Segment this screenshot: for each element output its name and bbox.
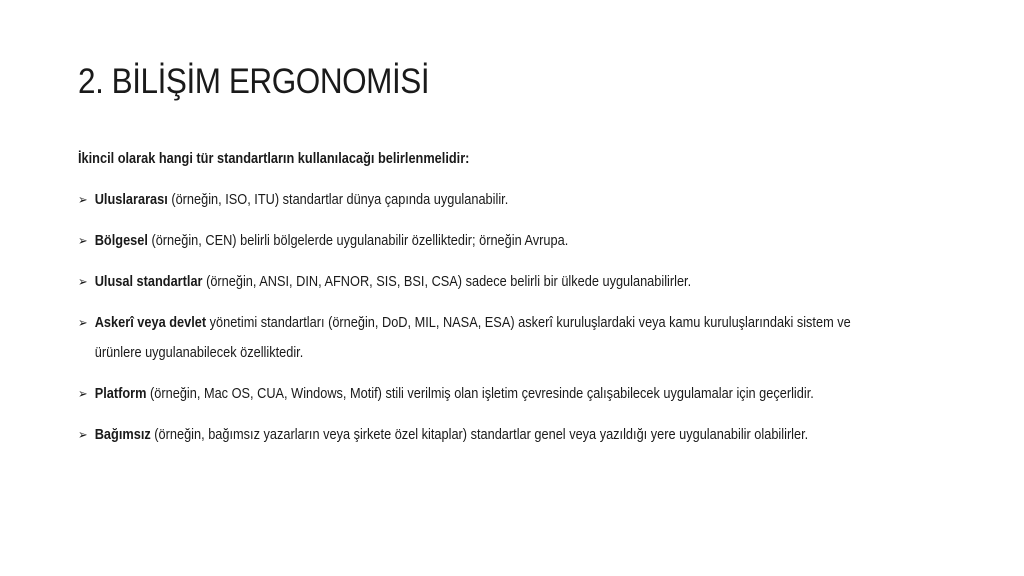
item-term: Bölgesel [94,233,148,249]
list-item [78,379,852,409]
item-term: Platform [94,386,147,402]
slide-content [78,144,852,461]
list-item-text [95,185,853,215]
list-item [78,185,852,215]
arrow-bullet-icon: ➢ [78,386,88,401]
slide-title: 2. BİLİŞİM ERGONOMİSİ [78,62,430,101]
item-term: Ulusal standartlar [94,274,203,290]
list-item [78,420,852,450]
arrow-bullet-icon: ➢ [78,427,88,442]
list-item-text [95,420,853,450]
arrow-bullet-icon: ➢ [78,192,88,207]
list-item [78,226,852,256]
arrow-bullet-icon: ➢ [78,274,88,289]
item-description: yönetimi standartları (örneğin, DoD, MIL, NASA, ESA) askerî kuruluşlardaki veya kamu kuruluşlarındaki sistem ve ürünlere uygulanabilecek özelliktedir. [94,315,851,361]
item-description: (örneğin, ISO, ITU) standartlar dünya çapında uygulanabilir. [167,192,509,208]
item-description: (örneğin, bağımsız yazarların veya şirkete özel kitaplar) standartlar genel veya yazıldığı yere uygulanabilir olabilirler. [150,427,809,443]
item-term: Askerî veya devlet [94,315,207,331]
intro-text: İkincil olarak hangi tür standartların kullanılacağı belirlenmelidir: [78,151,470,167]
list-item-text [95,226,853,256]
standards-list [78,185,852,450]
list-item [78,308,852,368]
item-term: Bağımsız [94,427,151,443]
list-item [78,267,852,297]
item-description: (örneğin, CEN) belirli bölgelerde uygulanabilir özelliktedir; örneğin Avrupa. [147,233,569,249]
item-description: (örneğin, ANSI, DIN, AFNOR, SIS, BSI, CSA) sadece belirli bir ülkede uygulanabilirler. [202,274,692,290]
arrow-bullet-icon: ➢ [78,233,88,248]
item-description: (örneğin, Mac OS, CUA, Windows, Motif) stili verilmiş olan işletim çevresinde çalışabilecek uygulamalar için geçerlidir. [146,386,814,402]
list-item-text [95,267,853,297]
arrow-bullet-icon: ➢ [78,315,88,330]
list-item-text [95,308,853,368]
item-term: Uluslararası [94,192,168,208]
list-item-text [95,379,853,409]
